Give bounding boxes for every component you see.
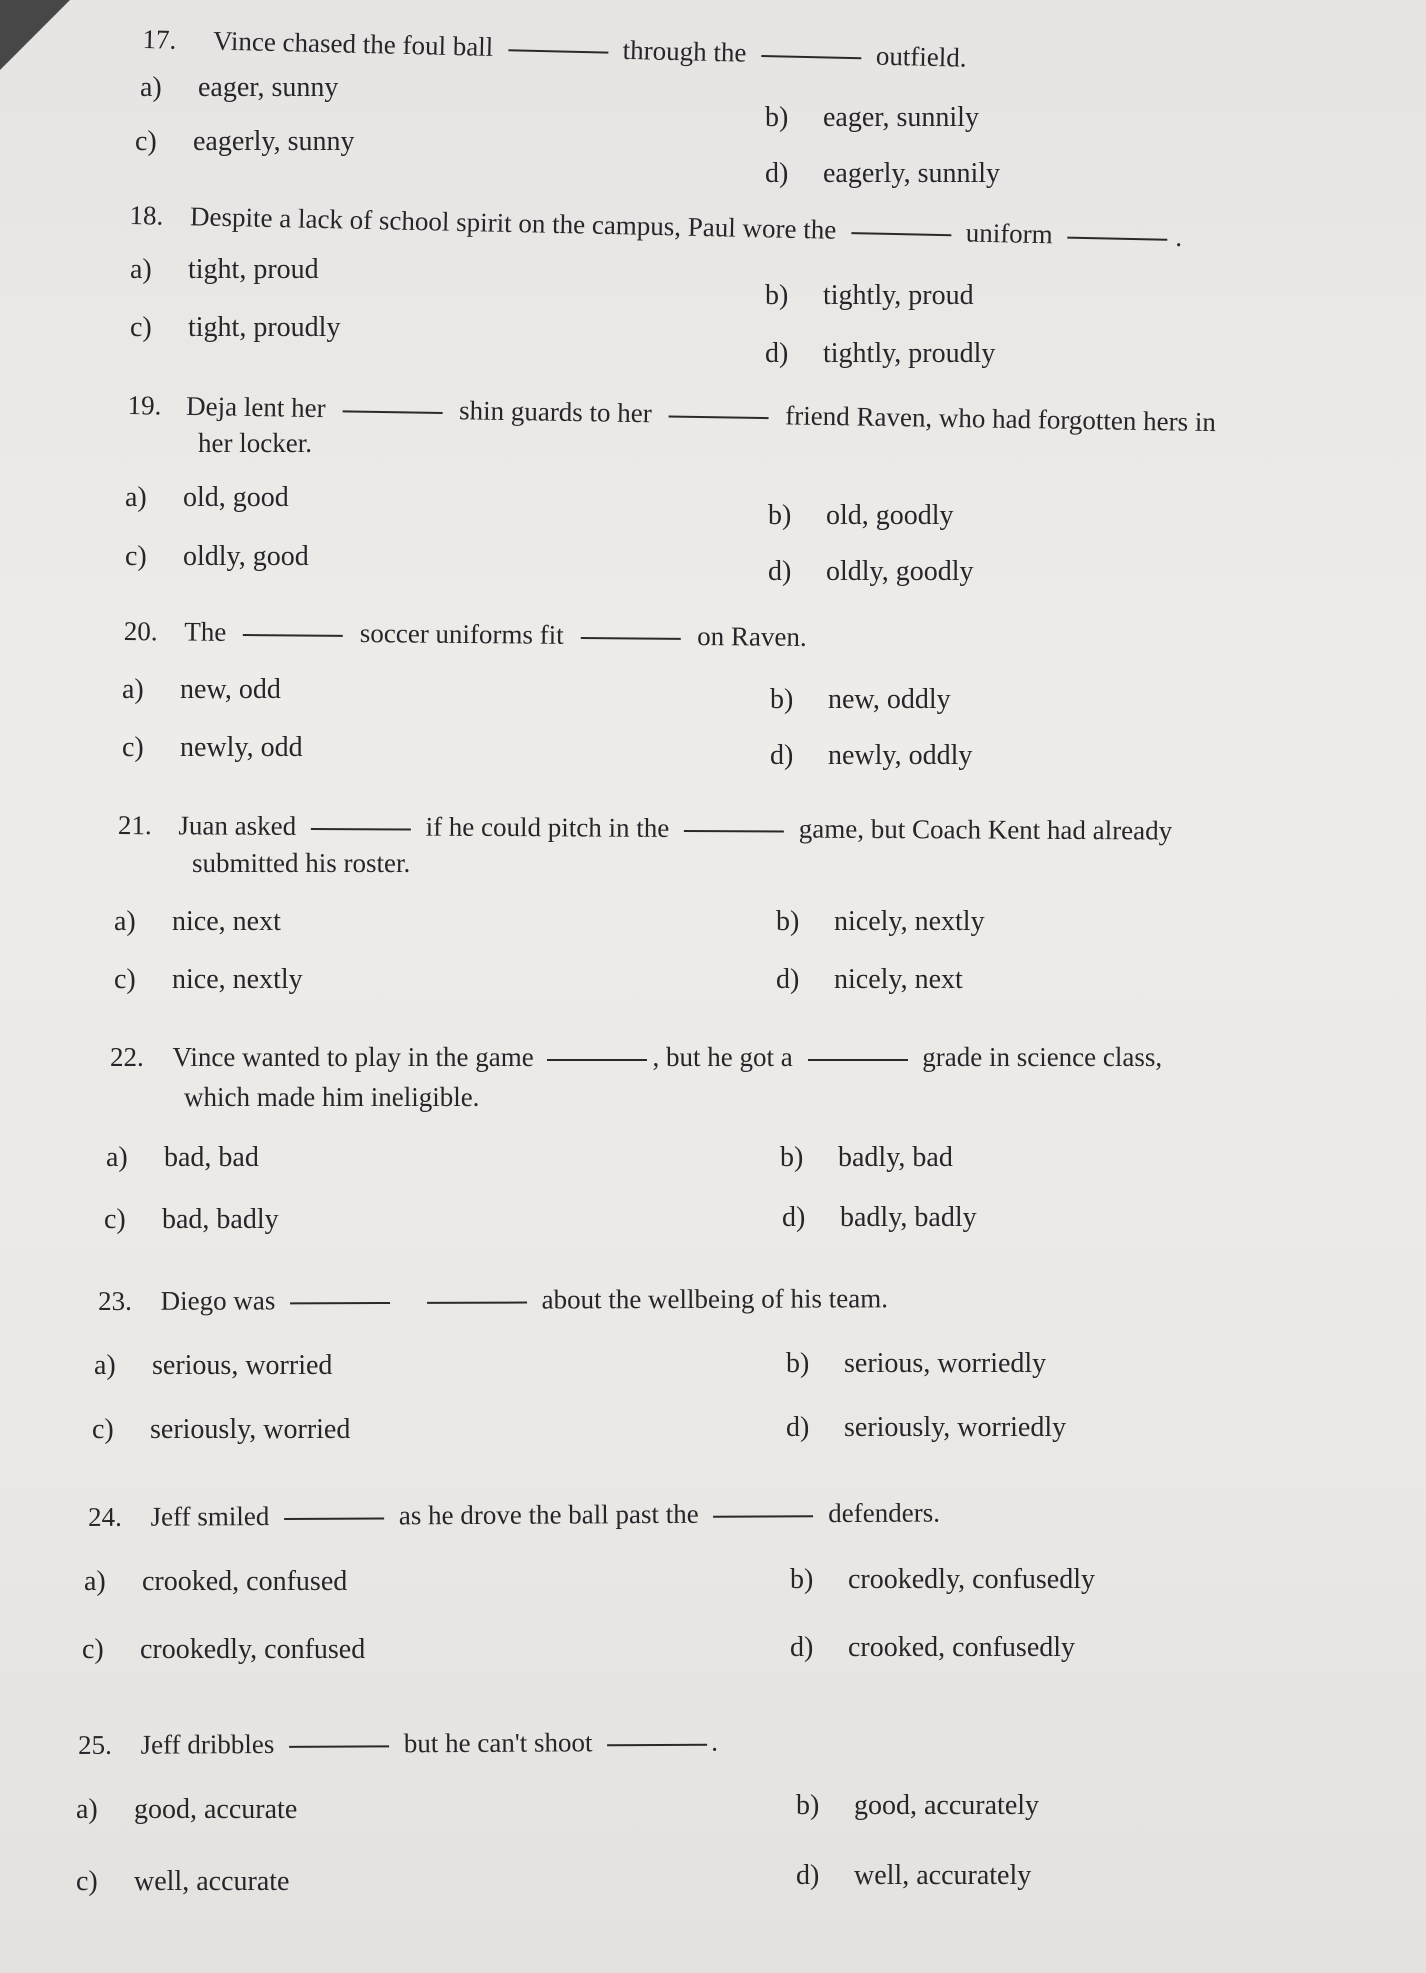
answer-blank[interactable] <box>290 1301 390 1304</box>
option-letter: b) <box>796 1790 820 1821</box>
option-letter: a) <box>140 72 162 103</box>
option-24d[interactable] <box>790 1632 1075 1664</box>
option-text: bad, bad <box>164 1142 259 1173</box>
option-23b[interactable] <box>786 1348 1046 1380</box>
question-21-line2 <box>192 844 410 882</box>
question-text: her locker. <box>198 428 312 458</box>
option-letter: c) <box>122 732 144 763</box>
answer-blank[interactable] <box>684 829 784 833</box>
answer-blank[interactable] <box>580 636 680 640</box>
question-text: Despite a lack of school spirit on the campus, Paul wore the <box>189 201 837 245</box>
option-letter: b) <box>765 280 789 311</box>
option-letter: d) <box>786 1412 810 1443</box>
option-letter: d) <box>770 740 794 771</box>
answer-blank[interactable] <box>547 1058 647 1061</box>
option-letter: c) <box>130 312 152 343</box>
option-text: nicely, nextly <box>834 906 985 937</box>
option-23a[interactable] <box>94 1350 332 1382</box>
option-21b[interactable] <box>776 906 985 938</box>
option-19c[interactable] <box>125 541 309 573</box>
answer-blank[interactable] <box>289 1745 389 1749</box>
question-17 <box>142 20 967 77</box>
option-19d[interactable] <box>768 556 974 588</box>
option-letter: c) <box>135 126 157 157</box>
option-19b[interactable] <box>768 500 954 532</box>
option-20a[interactable] <box>122 674 281 706</box>
question-text: friend Raven, who had forgotten hers in <box>785 400 1217 438</box>
option-text: oldly, good <box>183 541 309 572</box>
question-text: about the wellbeing of his team. <box>541 1283 889 1315</box>
option-text: tightly, proudly <box>823 338 996 369</box>
question-text: Vince wanted to play in the game <box>172 1042 534 1072</box>
option-text: serious, worried <box>152 1350 333 1381</box>
question-text: Juan asked <box>178 810 297 841</box>
question-24 <box>88 1494 940 1536</box>
option-24c[interactable] <box>82 1634 365 1666</box>
option-letter: b) <box>780 1142 804 1173</box>
option-25a[interactable] <box>76 1794 297 1826</box>
answer-blank[interactable] <box>508 49 608 54</box>
option-23c[interactable] <box>92 1414 350 1446</box>
option-letter: d) <box>776 964 800 995</box>
option-text: crooked, confusedly <box>848 1632 1076 1663</box>
option-22d[interactable] <box>782 1202 977 1234</box>
question-18 <box>129 196 1182 256</box>
question-text: through the <box>622 34 747 68</box>
option-text: tight, proud <box>188 254 319 285</box>
option-letter: a) <box>122 674 144 705</box>
question-21 <box>118 806 1172 850</box>
option-text: oldly, goodly <box>826 556 974 587</box>
option-20d[interactable] <box>770 740 972 772</box>
option-letter: c) <box>114 964 136 995</box>
option-text: crooked, confused <box>142 1566 348 1597</box>
question-number: 24. <box>88 1501 122 1532</box>
option-text: badly, bad <box>838 1142 953 1173</box>
option-text: new, oddly <box>828 684 951 715</box>
question-number: 20. <box>123 615 158 647</box>
question-text: if he could pitch in the <box>425 811 670 843</box>
option-letter: c) <box>104 1204 126 1235</box>
page-corner-shadow <box>0 0 70 70</box>
answer-blank[interactable] <box>607 1743 707 1747</box>
question-text: game, but Coach Kent had already <box>798 813 1173 846</box>
question-text: . <box>1175 221 1183 253</box>
question-23 <box>98 1279 888 1320</box>
option-letter: c) <box>76 1866 98 1897</box>
question-text: soccer uniforms fit <box>359 618 564 650</box>
option-text: serious, worriedly <box>844 1348 1047 1379</box>
question-number: 25. <box>78 1729 112 1760</box>
question-20 <box>124 612 807 656</box>
option-text: badly, badly <box>840 1202 977 1233</box>
answer-blank[interactable] <box>1067 236 1167 241</box>
option-text: old, goodly <box>826 500 954 531</box>
option-22a[interactable] <box>106 1142 259 1174</box>
option-letter: b) <box>768 500 792 531</box>
option-text: eager, sunny <box>198 72 339 103</box>
option-letter: d) <box>782 1202 806 1233</box>
option-22c[interactable] <box>104 1204 279 1236</box>
option-text: good, accurately <box>854 1790 1040 1821</box>
question-text: defenders. <box>828 1497 941 1529</box>
question-text: outfield. <box>875 40 967 73</box>
question-text: shin guards to her <box>458 395 653 429</box>
option-24a[interactable] <box>84 1566 347 1598</box>
option-letter: d) <box>765 338 789 369</box>
option-17b[interactable] <box>765 102 979 134</box>
option-17c[interactable] <box>135 126 354 158</box>
question-number: 18. <box>129 199 164 231</box>
option-letter: a) <box>84 1566 106 1597</box>
option-letter: a) <box>114 906 136 937</box>
option-letter: a) <box>125 482 147 513</box>
option-text: new, odd <box>180 674 281 705</box>
answer-blank[interactable] <box>284 1517 384 1521</box>
option-letter: a) <box>106 1142 128 1173</box>
option-20b[interactable] <box>770 684 951 716</box>
option-text: crookedly, confused <box>140 1634 366 1665</box>
option-18b[interactable] <box>765 280 974 312</box>
option-letter: c) <box>125 541 147 572</box>
question-text: on Raven. <box>697 621 807 652</box>
option-letter: d) <box>765 158 789 189</box>
option-text: eagerly, sunny <box>193 126 355 157</box>
option-letter: c) <box>82 1634 104 1665</box>
option-letter: a) <box>130 254 152 285</box>
question-number: 23. <box>98 1285 132 1316</box>
answer-blank[interactable] <box>342 410 442 415</box>
option-25d[interactable] <box>796 1860 1031 1892</box>
option-text: well, accurately <box>854 1860 1032 1891</box>
option-letter: b) <box>776 906 800 937</box>
option-23d[interactable] <box>786 1412 1066 1444</box>
question-text: as he drove the ball past the <box>398 1498 699 1531</box>
option-17d[interactable] <box>765 158 1000 190</box>
option-21d[interactable] <box>776 964 963 996</box>
question-19-line2 <box>198 424 312 462</box>
option-letter: d) <box>796 1860 820 1891</box>
question-25 <box>78 1723 718 1764</box>
option-text: newly, oddly <box>828 740 973 771</box>
option-text: seriously, worried <box>150 1414 351 1445</box>
option-22b[interactable] <box>780 1142 953 1174</box>
option-text: eagerly, sunnily <box>823 158 1001 189</box>
option-letter: a) <box>76 1794 98 1825</box>
option-19a[interactable] <box>125 482 289 514</box>
question-text: Deja lent her <box>185 390 326 424</box>
option-letter: b) <box>765 102 789 133</box>
question-text: but he can't shoot <box>403 1727 593 1759</box>
question-number: 19. <box>127 389 162 421</box>
option-text: tightly, proud <box>823 280 974 311</box>
question-22-line2 <box>184 1078 479 1116</box>
question-text: . <box>711 1726 718 1757</box>
option-text: crookedly, confusedly <box>848 1564 1095 1595</box>
option-21c[interactable] <box>114 964 303 996</box>
option-text: eager, sunnily <box>823 102 979 133</box>
option-18d[interactable] <box>765 338 995 370</box>
question-text: uniform <box>965 217 1054 250</box>
option-text: old, good <box>183 482 289 513</box>
answer-blank[interactable] <box>311 827 411 831</box>
question-text: The <box>184 616 227 647</box>
question-text: Jeff smiled <box>150 1501 270 1532</box>
option-text: seriously, worriedly <box>844 1412 1067 1443</box>
option-25c[interactable] <box>76 1866 289 1898</box>
question-text: , but he got a <box>652 1042 793 1072</box>
answer-blank[interactable] <box>851 231 951 236</box>
option-25b[interactable] <box>796 1790 1039 1822</box>
question-number: 17. <box>142 23 177 55</box>
option-text: nicely, next <box>834 964 963 995</box>
answer-blank[interactable] <box>668 415 768 420</box>
option-text: good, accurate <box>134 1794 298 1825</box>
option-18a[interactable] <box>130 254 319 286</box>
option-24b[interactable] <box>790 1564 1095 1596</box>
option-text: well, accurate <box>134 1866 290 1897</box>
option-letter: d) <box>768 556 792 587</box>
option-letter: a) <box>94 1350 116 1381</box>
option-text: bad, badly <box>162 1204 279 1235</box>
option-17a[interactable] <box>140 72 338 104</box>
option-text: tight, proudly <box>188 312 341 343</box>
answer-blank[interactable] <box>761 54 861 59</box>
option-18c[interactable] <box>130 312 340 344</box>
question-text: Diego was <box>160 1285 276 1316</box>
option-letter: b) <box>786 1348 810 1379</box>
question-text: grade in science class, <box>922 1042 1163 1072</box>
question-22 <box>110 1038 1162 1076</box>
option-letter: d) <box>790 1632 814 1663</box>
question-text: which made him ineligible. <box>184 1082 480 1112</box>
option-20c[interactable] <box>122 732 303 764</box>
answer-blank[interactable] <box>427 1301 527 1304</box>
option-letter: b) <box>770 684 794 715</box>
option-text: nice, next <box>172 906 281 937</box>
question-number: 21. <box>117 809 152 841</box>
question-number: 22. <box>110 1042 144 1072</box>
option-letter: b) <box>790 1564 814 1595</box>
option-21a[interactable] <box>114 906 281 938</box>
answer-blank[interactable] <box>243 633 343 637</box>
option-text: newly, odd <box>180 732 303 763</box>
question-text: Jeff dribbles <box>140 1728 275 1760</box>
question-text: Vince chased the foul ball <box>212 25 494 62</box>
option-text: nice, nextly <box>172 964 303 995</box>
answer-blank[interactable] <box>808 1058 908 1061</box>
question-text: submitted his roster. <box>192 848 411 878</box>
option-letter: c) <box>92 1414 114 1445</box>
answer-blank[interactable] <box>713 1514 813 1518</box>
